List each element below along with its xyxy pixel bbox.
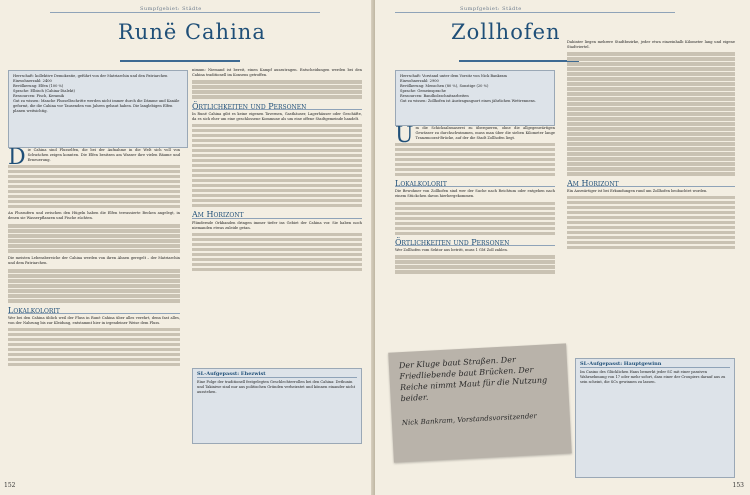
section-heading-orte: Örtlichkeiten und Personen	[192, 104, 362, 110]
infobox-line: Sprache: Elbisch (Cahina-Dialekt)	[13, 89, 75, 93]
running-head: Sumpfgebiet: Städte	[460, 6, 522, 12]
infobox-line: Herrschaft: kollektive Demokratie, geführt von der Matriarchin und den Patriarchen	[13, 74, 168, 78]
page-title: Zollhofen	[451, 20, 561, 44]
section-heading-orte: Örtlichkeiten und Personen	[395, 240, 555, 246]
body-text: ie Cahina sind Flusselfen, die bei der Aufnahme in die Welt sich voll von Schwächen zeigen konnten. Die Elfen besitzen am Wasser ihre vielen Bäume und Erneuerung.	[27, 148, 180, 163]
infobox-line: Gut zu wissen: Zollhofen ist Austragungsort eines jährlichen Wettrennens.	[400, 99, 536, 103]
body-text: Plündernde Orkbanden dringen immer tiefer ins Gebiet der Cahina vor. Sie haben noch niemanden etwas zuleide getan.	[192, 220, 362, 230]
drop-cap: U	[395, 126, 414, 148]
text-column-2	[192, 68, 362, 358]
tip-text: Eine Folge der traditionell festgelegten Geschlechterrollen bei den Cahina: Dethunin und Takiniwe sind nur aus politischen Gründen verheiratet und können einander nicht ausstehen.	[197, 380, 356, 394]
tip-heading: SL-Aufgepasst: Ehezwist	[197, 372, 357, 378]
body-text: Wer Zollhofen vom Sektor aus betritt, muss 1 GM Zoll zahlen.	[395, 248, 508, 253]
section-heading-horizont: Am Horizont	[567, 181, 735, 187]
section-heading-lokalkolorit: Lokalkolorit	[395, 181, 555, 187]
quote-text: Der Kluge baut Straßen. Der Friedliebende baut Brücken. Der Reiche nimmt Maut für die Nutzung beider.	[398, 355, 548, 404]
section-heading-horizont: Am Horizont	[192, 212, 362, 218]
header-rule	[50, 12, 320, 13]
text-column-2	[567, 40, 735, 340]
body-text: Dahinter liegen mehrere Stadtbezirke, jeder etwa einzeinhalb Kilometer lang und eigene Stadtviertel.	[567, 40, 735, 50]
body-text: Die meisten Lebensbereiche der Cahina werden von ihren Ahnen geregelt – der Matriarchin und dem Patriarchen.	[8, 255, 180, 266]
city-infobox	[8, 70, 188, 148]
header-rule	[395, 12, 675, 13]
text-column-1	[8, 148, 180, 478]
infobox-line: Einwohnerzahl: 2400	[13, 79, 52, 83]
infobox-line: Bevölkerung: Menschen (80 %), Sonstige (20 %)	[400, 84, 489, 88]
body-text: nimum: Niemand ist bereit, einen Kampf auszutragen. Entscheidungen werden bei den Cahina traditionell im Konsens getroffen.	[192, 68, 362, 78]
body-text: In Runë Cahina gibt es keine eigenen Tavernen, Gasthäuser, Lagerhäuser oder Geschäfte, da es sich eher um eine geschlossene Kommune als um eine offene Stadtgemeinde handelt.	[192, 111, 362, 121]
drop-cap: D	[8, 148, 26, 170]
tip-text: Im Casino des Glücklichen Hans bemerkt jeder SC mit einer passiven Wahrnehmung von 17 oder mehr sofort, dass einer der Croupiers darauf aus zu sein scheint, die SCs gewinnen zu lassen.	[580, 370, 726, 384]
text-column-1	[395, 126, 555, 336]
tip-heading: SL-Aufgepasst: Hauptgewinn	[580, 362, 730, 368]
infobox-line: Bevölkerung: Elfen (100 %)	[13, 84, 64, 88]
gm-tip-box	[192, 368, 362, 444]
infobox-line: Ressourcen: Fisch, Keramik	[13, 94, 64, 98]
infobox-line: Herrschaft: Vorstand unter dem Vorsitz von Nick Bankram	[400, 74, 507, 78]
quote-signature: Nick Bankram, Vorstandsvorsitzender	[401, 412, 538, 428]
body-text: Wer bei den Cahina üblich weil der Fluss in Runë Cahina über alles verehrt, denn fast alles, von der Nahrung bis zur Kleidung, entstammt hier in irgendeiner Weise dem Fluss.	[8, 315, 180, 325]
title-ornament	[459, 60, 579, 62]
page-number: 153	[732, 482, 744, 489]
right-page	[375, 0, 750, 495]
page-title: Runë Cahina	[118, 20, 266, 44]
infobox-line: Ressourcen: Bandholzschnitzarbeiten	[400, 94, 469, 98]
title-ornament	[120, 60, 240, 62]
infobox-line: Sprache: Gemeinsprache	[400, 89, 446, 93]
page-number: 152	[4, 482, 16, 489]
body-text: m die Schicksalsmaserei zu überqueren, ohne die allgegenwärtigen Gewässer zu durchschwimmen, muss man über die sieben Kilometer lange Tranzmoorat-Brücke, auf der die Stadt Zollhofen liegt.	[415, 126, 555, 141]
infobox-line: Einwohnerzahl: 2900	[400, 79, 439, 83]
body-text: Die Bewohner von Zollhofen sind wer der Suche nach Reichtum oder entgehen nach einem Stückchen davon hierhergekommen.	[395, 189, 555, 199]
quote-note	[388, 343, 572, 462]
city-infobox	[395, 70, 555, 126]
body-text: Ein Auswärtiger ist bei Erkundungen rund um Zollhofen beobachtet worden.	[567, 188, 708, 193]
gm-tip-box	[575, 358, 735, 478]
infobox-line: Gut zu wissen: Manche Flusselbschritte werden nicht immer durch die Dämme und Kanäle geformt, die die Cahina vor Tausenden von Jahren gebaut haben. Die langlebigen Elfen planen weitsichtig.	[13, 99, 180, 113]
section-heading-lokalkolorit: Lokalkolorit	[8, 308, 180, 314]
running-head: Sumpfgebiet: Städte	[140, 6, 202, 12]
body-text: An Flussufern und zwischen den Hügeln haben die Elfen terrassierte Becken angelegt, in denen sie Wasserpflanzen und Fische züchten.	[8, 211, 180, 221]
